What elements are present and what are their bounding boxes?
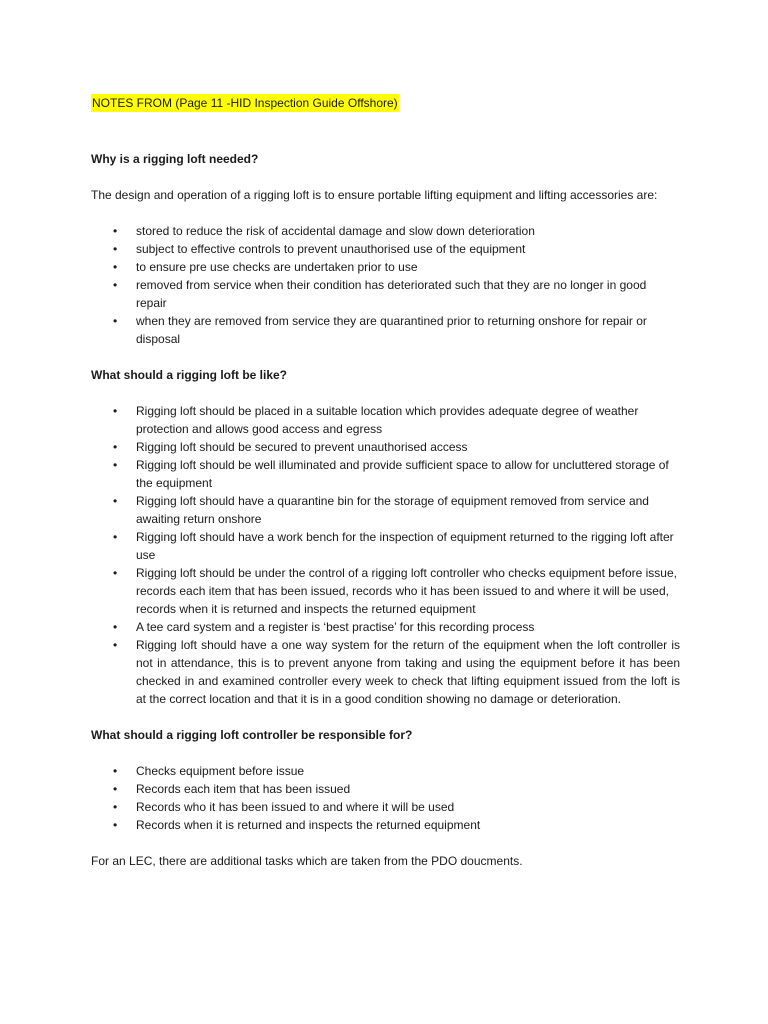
list-item: • Checks equipment before issue xyxy=(91,762,680,780)
page-title-line xyxy=(91,94,680,112)
list-item: • A tee card system and a register is ‘best practise’ for this recording process xyxy=(91,618,680,636)
list-item: • to ensure pre use checks are undertaken prior to use xyxy=(91,258,680,276)
list-item: • Rigging loft should be well illuminated and provide sufficient space to allow for uncluttered storage of the equipment xyxy=(91,456,680,492)
list-item: • when they are removed from service they are quarantined prior to returning onshore for repair or disposal xyxy=(91,312,680,348)
section1-heading: Why is a rigging loft needed? xyxy=(91,152,259,166)
list-item: • Rigging loft should be under the control of a rigging loft controller who checks equipment before issue, records each item that has been issued, records who it has been issued to and where it will be used, records when it is returned and inspects the returned equipment xyxy=(91,564,680,618)
list-item: • Rigging loft should have a work bench for the inspection of equipment returned to the rigging loft after use xyxy=(91,528,680,564)
list-item: • removed from service when their condition has deteriorated such that they are no longer in good repair xyxy=(91,276,680,312)
section3-list xyxy=(91,762,680,834)
section2-heading: What should a rigging loft be like? xyxy=(91,368,287,382)
list-item: • Rigging loft should have a one way system for the return of the equipment when the loft controller is not in attendance, this is to prevent anyone from taking and using the equipment before it has been checked in and examined controller every week to check that lifting equipment issued from the loft is at the correct location and that it is in a good condition showing no damage or deterioration. xyxy=(91,636,680,708)
list-item: • Rigging loft should have a quarantine bin for the storage of equipment removed from service and awaiting return onshore xyxy=(91,492,680,528)
list-item: • Records each item that has been issued xyxy=(91,780,680,798)
section3-heading: What should a rigging loft controller be responsible for? xyxy=(91,728,413,742)
page-title: NOTES FROM (Page 11 -HID Inspection Guide Offshore) xyxy=(92,96,398,110)
list-item: • Rigging loft should be placed in a suitable location which provides adequate degree of weather protection and allows good access and egress xyxy=(91,402,680,438)
list-item: • Records when it is returned and inspects the returned equipment xyxy=(91,816,680,834)
list-item: • Rigging loft should be secured to prevent unauthorised access xyxy=(91,438,680,456)
list-item: • subject to effective controls to prevent unauthorised use of the equipment xyxy=(91,240,680,258)
section1-list xyxy=(91,222,680,348)
closing-note: For an LEC, there are additional tasks which are taken from the PDO doucments. xyxy=(91,854,523,868)
list-item: • stored to reduce the risk of accidental damage and slow down deterioration xyxy=(91,222,680,240)
section2-list xyxy=(91,402,680,708)
section1-intro: The design and operation of a rigging loft is to ensure portable lifting equipment and lifting accessories are: xyxy=(91,188,658,202)
list-item: • Records who it has been issued to and where it will be used xyxy=(91,798,680,816)
